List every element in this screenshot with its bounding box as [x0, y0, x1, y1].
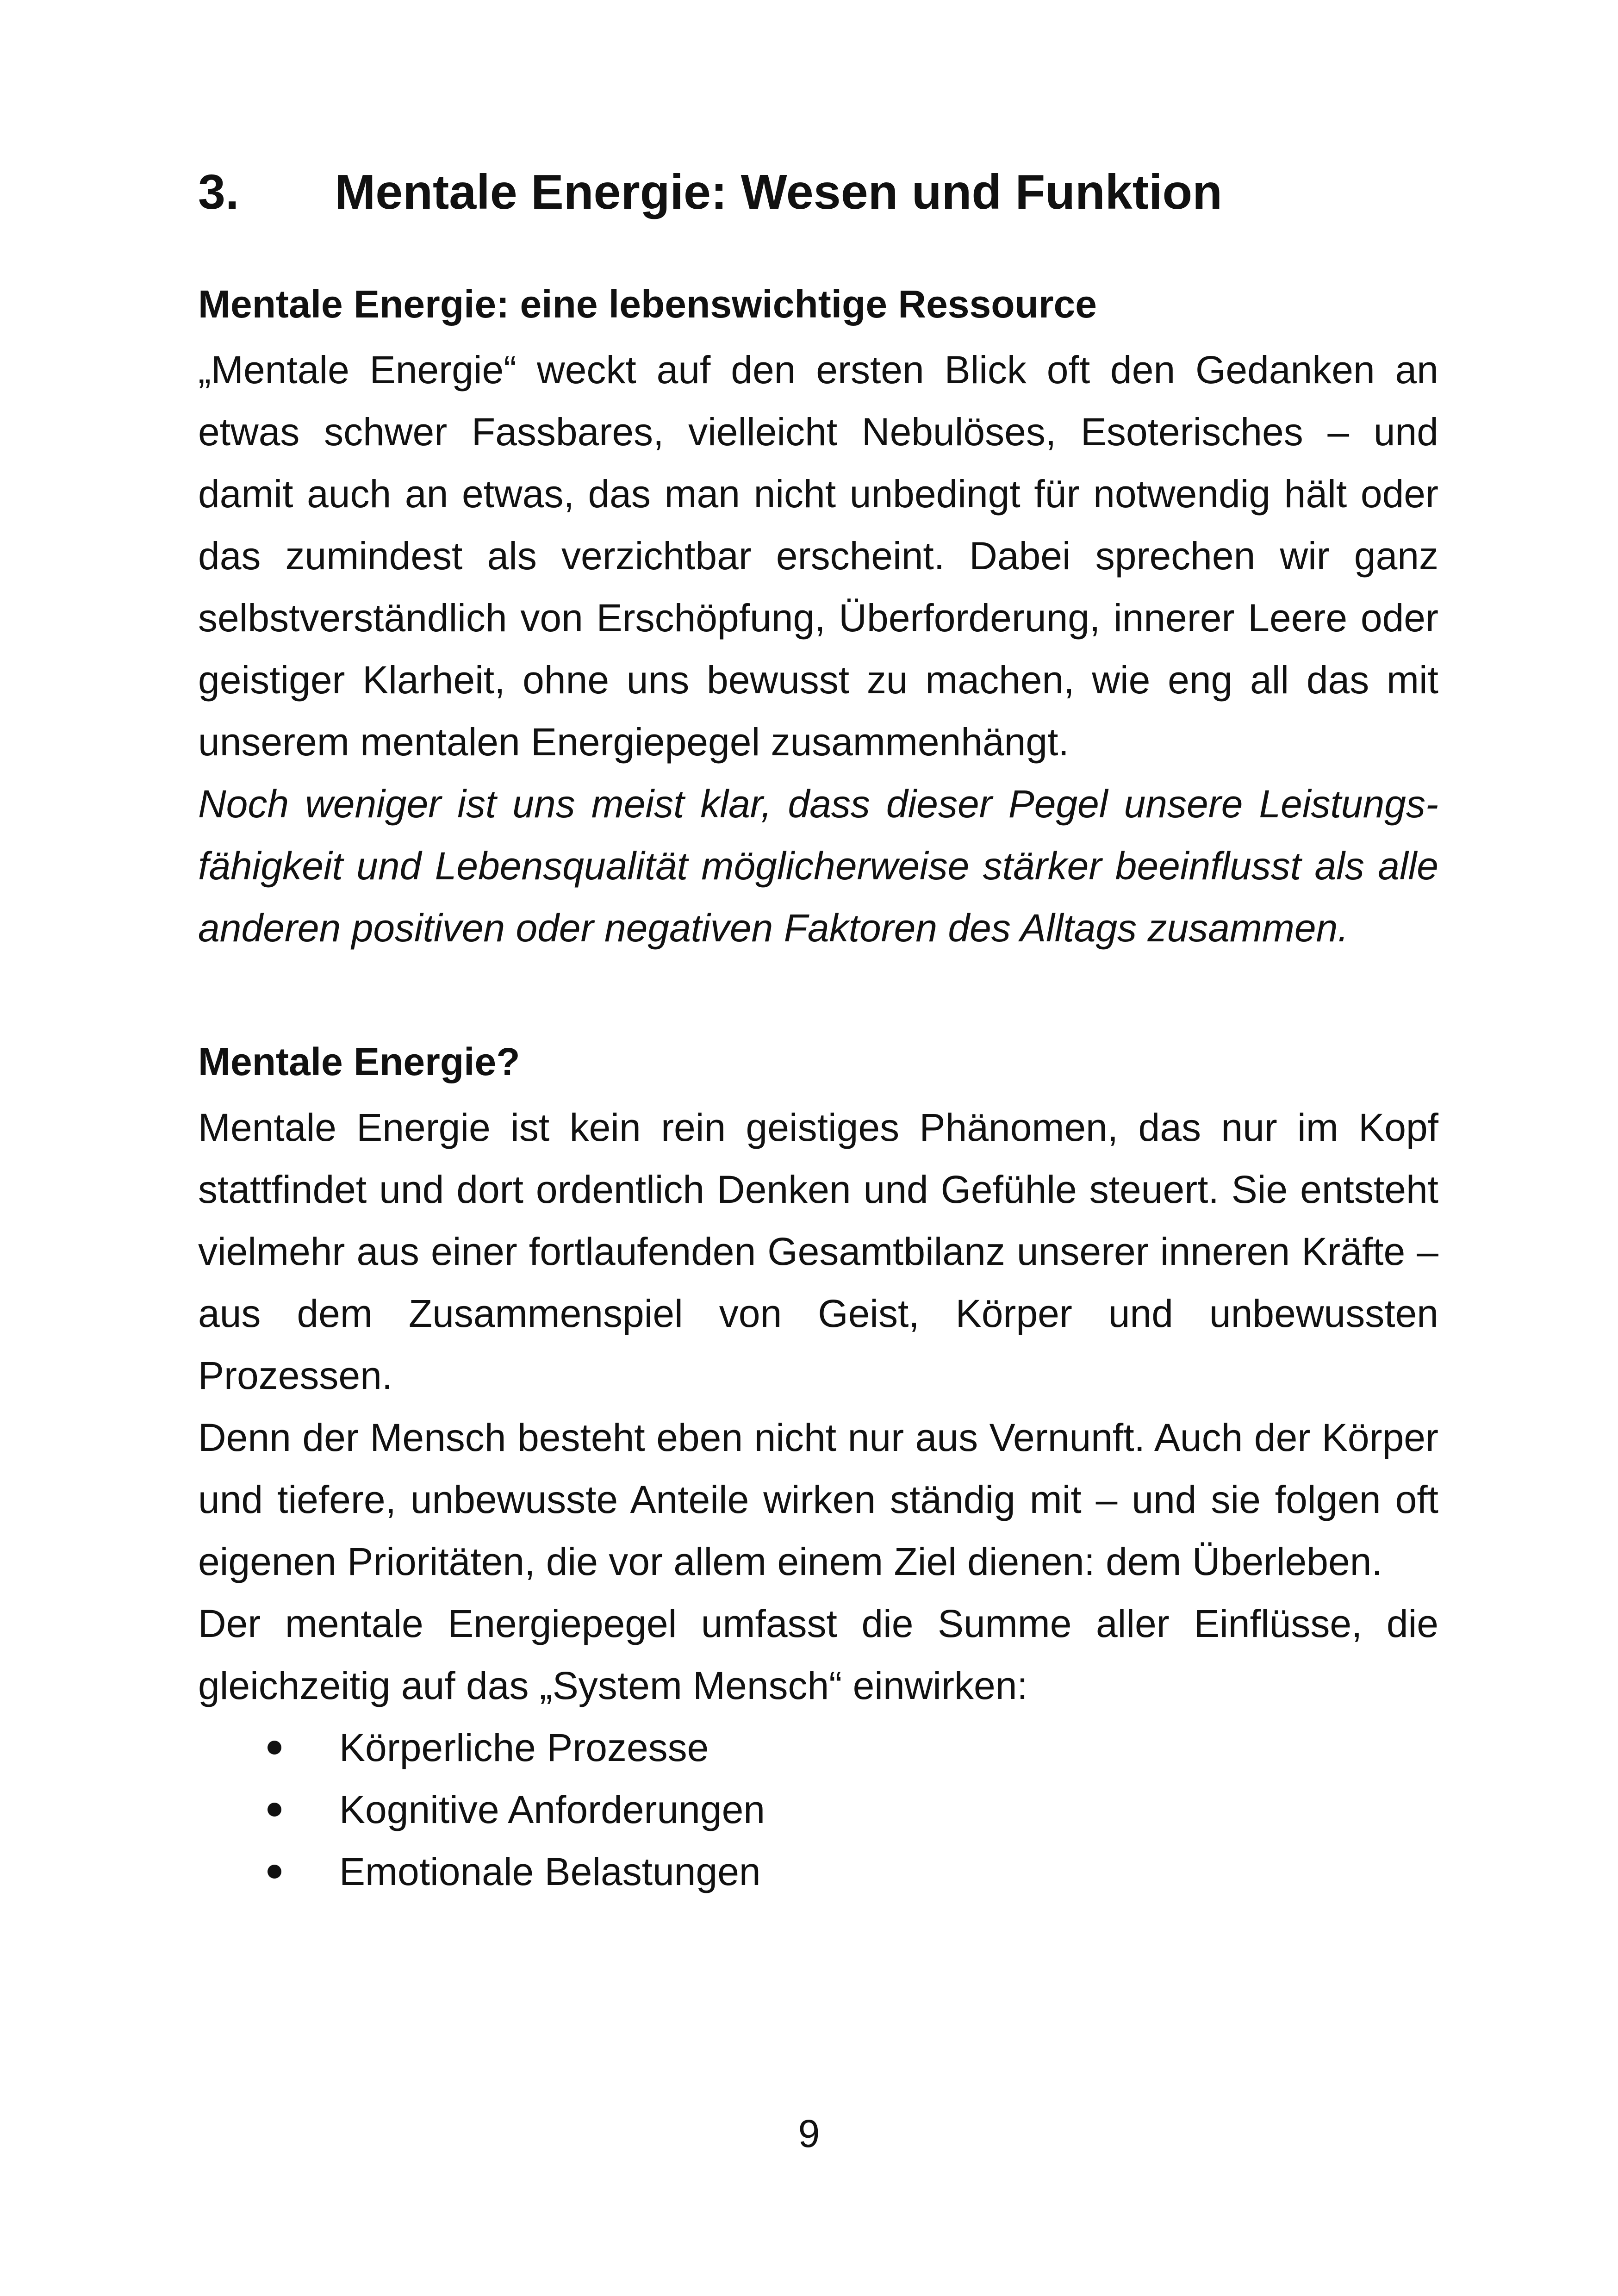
chapter-title: Mentale Energie: Wesen und Funktion: [335, 165, 1222, 219]
list-item: [198, 1717, 1438, 1779]
chapter-heading: [198, 162, 1438, 222]
page-content: [198, 162, 1438, 1903]
paragraph-mensch: Denn der Mensch besteht eben nicht nur aus Vernunft. Auch der Körper und tiefere, unbewusste Anteile wirken ständig mit – und sie folgen oft eigenen Prioritäten, die vor allem einem Ziel dienen: dem Überleben.: [198, 1416, 1438, 1583]
bullet-icon: [198, 1717, 339, 1779]
influence-list: [198, 1717, 1438, 1903]
section-heading-ressource: Mentale Energie: eine lebenswichtige Ressource: [198, 282, 1097, 326]
section-heading-mentale-energie: Mentale Energie?: [198, 1040, 520, 1083]
paragraph-intro: „Mentale Energie“ weckt auf den ersten Blick oft den Gedanken an etwas schwer Fassbares, vielleicht Nebulöses, Esoterisches – und damit auch an etwas, das man nicht unbedingt für notwendig hält oder das zumindest als verzichtbar erscheint. Dabei sprechen wir ganz selbstverständlich von Erschöpfung, Überforderung, innerer Leere oder geistiger Klarheit, ohne uns bewusst zu machen, wie eng all das mit unserem mentalen Energiepegel zusammenhängt.: [198, 348, 1438, 764]
list-item: [198, 1841, 1438, 1903]
page-number: 9: [798, 2112, 820, 2155]
paragraph-definition: Mentale Energie ist kein rein geistiges Phänomen, das nur im Kopf stattfindet und dort ordentlich Denken und Gefühle steuert. Sie entsteht vielmehr aus einer fortlaufenden Gesamtbilanz unserer inneren Kräfte – aus dem Zusammenspiel von Geist, Körper und unbewussten Prozessen.: [198, 1106, 1438, 1397]
paragraph-italic-emphasis: Noch weniger ist uns meist klar, dass dieser Pegel unsere Leistungsfähigkeit und Lebensqualität möglicherweise stärker beeinflusst als alle anderen positiven oder negativen Faktoren des Alltags zusammen.: [198, 782, 1438, 950]
list-item: [198, 1779, 1438, 1841]
list-item-label: Kognitive Anforderungen: [339, 1788, 765, 1831]
list-item-label: Körperliche Prozesse: [339, 1726, 709, 1769]
paragraph-energiepegel: Der mentale Energiepegel umfasst die Summe aller Einflüsse, die gleichzeitig auf das „System Mensch“ einwirken:: [198, 1602, 1438, 1707]
chapter-number: 3.: [198, 165, 239, 219]
bullet-icon: [198, 1779, 339, 1841]
bullet-icon: [198, 1841, 339, 1903]
list-item-label: Emotionale Belastungen: [339, 1850, 761, 1893]
